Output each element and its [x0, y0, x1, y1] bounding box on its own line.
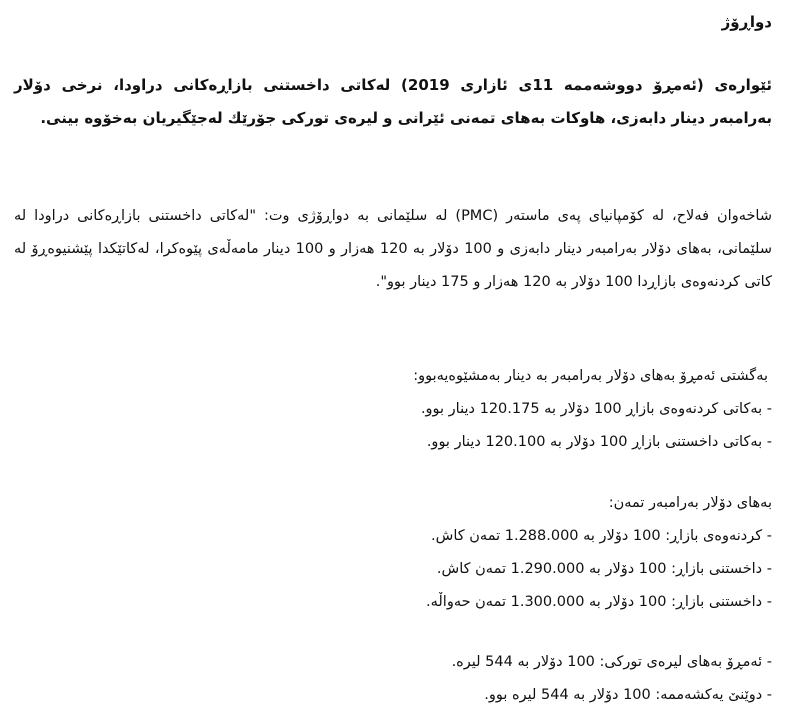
toman-rate-section: [14, 487, 772, 619]
article-quote-paragraph: شاخەوان فەلاح، لە کۆمپانیای پەی ماستەر (PMC) لە سلێمانی بە دواڕۆژی وت: "لەکاتی داخستنی بازاڕەکانی دراودا لە سلێمانی، بەهای دۆلار بەرامبەر دینار دابەزی و 100 دۆلار بە 120 هەزار و 100 دینار مامەڵەی پێوەکرا، لەکاتێکدا پێشنیوەڕۆ لە کاتی کردنەوەی بازاڕدا 100 دۆلار بە 120 هەزار و 175 دینار بوو".: [14, 208, 772, 290]
lira-rate-section: [14, 646, 772, 712]
lira-rate-item: - ئەمڕۆ بەهای لیرەی تورکی: 100 دۆلار بە 544 لیرە.: [451, 654, 772, 670]
dollar-rate-item: - بەکاتی داخستنی بازاڕ 100 دۆلار بە 120.100 دینار بوو.: [426, 434, 772, 450]
article-title: دواڕۆژ: [721, 13, 772, 31]
dollar-rate-section: [14, 360, 772, 459]
toman-rate-heading: بەهای دۆلار بەرامبەر تمەن:: [608, 495, 772, 511]
article-lead-paragraph: ئێوارەی (ئەمڕۆ دووشەممە 11ی ئازاری 2019) لەکاتی داخستنی بازاڕەکانی دراودا، نرخی دۆلار بەرامبەر دینار دابەزی، هاوکات بەهای تمەنی ئێرانی و لیرەی تورکی جۆرێك لەجێگیریان بەخۆوە بینی.: [14, 76, 772, 127]
toman-rate-item: - داخستنی بازاڕ: 100 دۆلار بە 1.300.000 تمەن حەواڵە.: [425, 594, 772, 610]
toman-rate-item: - داخستنی بازاڕ: 100 دۆلار بە 1.290.000 تمەن کاش.: [436, 561, 772, 577]
dollar-rate-item: - بەکاتی کردنەوەی بازاڕ 100 دۆلار بە 120.175 دینار بوو.: [420, 401, 772, 417]
dollar-rate-heading: بەگشتی ئەمڕۆ بەهای دۆلار بەرامبەر بە دینار بەمشێوەیەبوو:: [413, 368, 768, 384]
toman-rate-item: - کردنەوەی بازاڕ: 100 دۆلار بە 1.288.000 تمەن کاش.: [431, 528, 772, 544]
lira-rate-item: - دوێنێ یەکشەممە: 100 دۆلار بە 544 لیرە بوو.: [484, 687, 772, 703]
